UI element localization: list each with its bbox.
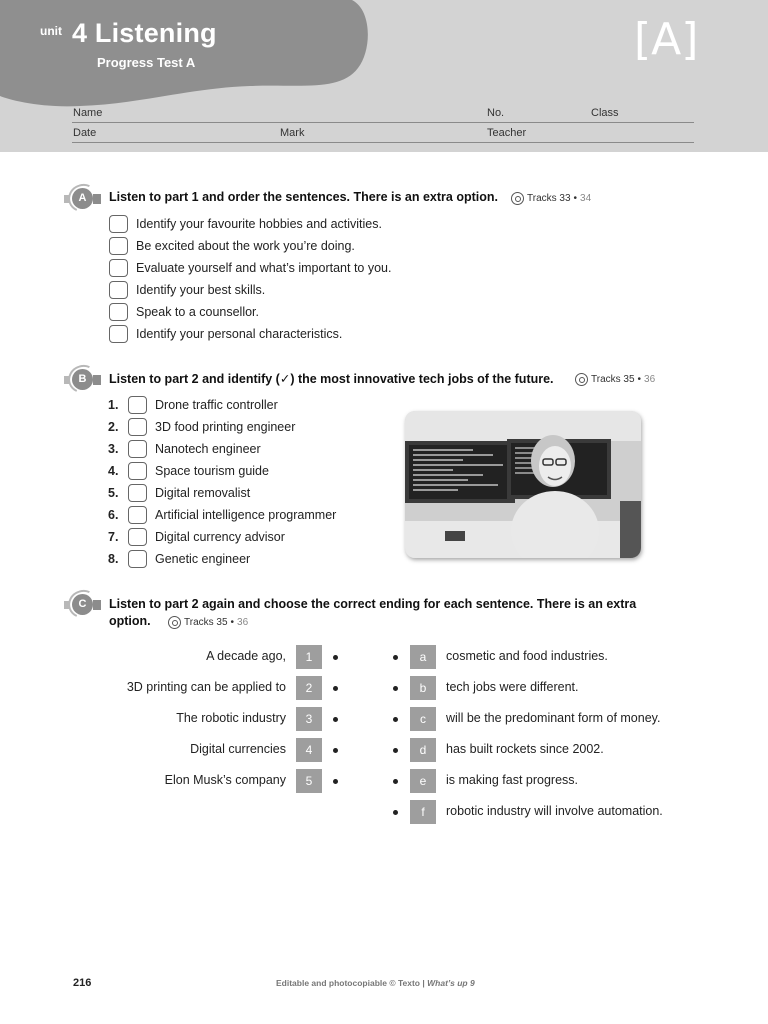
section-c-instruction: Listen to part 2 again and choose the correct ending for each sentence. There is an extra (109, 597, 637, 611)
match-dot[interactable] (393, 717, 398, 722)
sentence-ending: robotic industry will involve automation. (446, 804, 663, 818)
tick-box[interactable] (128, 484, 147, 502)
order-box[interactable] (109, 325, 128, 343)
job-item: 8. Genetic engineer (108, 552, 251, 566)
info-row-name (72, 103, 694, 123)
sentence-ending: will be the predominant form of money. (446, 711, 661, 725)
match-dot[interactable] (333, 748, 338, 753)
job-item: 5. Digital removalist (108, 486, 251, 500)
section-a-item: Evaluate yourself and what’s important to you. (109, 258, 391, 278)
section-a-item: Identify your personal characteristics. (109, 324, 342, 344)
unit-label: unit (40, 24, 62, 38)
sentence-stem: A decade ago, (206, 649, 286, 663)
book-title: What’s up 9 (427, 978, 475, 988)
mark-field-label: Mark (280, 127, 305, 139)
number-field-label: No. (487, 107, 505, 119)
sentence-ending: cosmetic and food industries. (446, 649, 608, 663)
section-a-badge: A (64, 184, 108, 212)
stem-number: 2 (296, 676, 322, 700)
header-band (0, 0, 768, 152)
sentence-ending: is making fast progress. (446, 773, 578, 787)
section-b-instruction: Listen to part 2 and identify (✓) the most innovative tech jobs of the future. (109, 372, 554, 386)
tick-box[interactable] (128, 462, 147, 480)
stem-number: 3 (296, 707, 322, 731)
job-item: 6. Artificial intelligence programmer (108, 508, 337, 522)
match-dot[interactable] (333, 655, 338, 660)
tick-box[interactable] (128, 440, 147, 458)
ending-letter: f (410, 800, 436, 824)
audio-cd-icon (511, 192, 524, 205)
section-b-badge: B (64, 365, 108, 393)
ending-letter: b (410, 676, 436, 700)
match-dot[interactable] (333, 717, 338, 722)
match-dot[interactable] (393, 686, 398, 691)
section-a-tracks: Tracks 33 • 34 (511, 192, 591, 205)
sentence-ending: has built rockets since 2002. (446, 742, 604, 756)
match-dot[interactable] (393, 655, 398, 660)
order-box[interactable] (109, 281, 128, 299)
ending-letter: a (410, 645, 436, 669)
section-c-instruction-cont: option. (109, 614, 151, 628)
job-item: 2. 3D food printing engineer (108, 420, 296, 434)
section-c-tracks: Tracks 35 • 36 (168, 616, 248, 629)
sentence-stem: Digital currencies (190, 742, 286, 756)
name-field-label: Name (73, 107, 103, 119)
tick-box[interactable] (128, 506, 147, 524)
section-a-item: Be excited about the work you’re doing. (109, 236, 355, 256)
section-a-item: Identify your favourite hobbies and activities. (109, 214, 382, 234)
stem-number: 1 (296, 645, 322, 669)
teacher-field-label: Teacher (487, 127, 527, 139)
job-item: 4. Space tourism guide (108, 464, 269, 478)
job-item: 7. Digital currency advisor (108, 530, 285, 544)
info-row-date (72, 123, 694, 143)
stem-number: 4 (296, 738, 322, 762)
sentence-stem: 3D printing can be applied to (126, 680, 286, 694)
match-dot[interactable] (333, 779, 338, 784)
audio-cd-icon (168, 616, 181, 629)
page-title: 4 Listening (72, 18, 217, 48)
sentence-ending: tech jobs were different. (446, 680, 579, 694)
order-box[interactable] (109, 237, 128, 255)
match-dot[interactable] (393, 810, 398, 815)
section-c-badge: C (64, 590, 108, 618)
ending-letter: e (410, 769, 436, 793)
order-box[interactable] (109, 303, 128, 321)
tick-box[interactable] (128, 418, 147, 436)
ending-letter: c (410, 707, 436, 731)
tick-box[interactable] (128, 528, 147, 546)
tick-box[interactable] (128, 550, 147, 568)
page-number: 216 (73, 977, 92, 989)
match-dot[interactable] (393, 748, 398, 753)
section-a-item: Identify your best skills. (109, 280, 265, 300)
job-item: 1. Drone traffic controller (108, 398, 278, 412)
match-dot[interactable] (333, 686, 338, 691)
class-field-label: Class (591, 107, 619, 119)
photo-woman-at-computer (405, 411, 641, 558)
section-a-instruction: Listen to part 1 and order the sentences. There is an extra option. (109, 190, 498, 204)
job-item: 3. Nanotech engineer (108, 442, 261, 456)
audio-cd-icon (575, 373, 588, 386)
section-a-item: Speak to a counsellor. (109, 302, 259, 322)
sentence-stem: Elon Musk’s company (164, 773, 286, 787)
stem-number: 5 (296, 769, 322, 793)
sentence-stem: The robotic industry (176, 711, 286, 725)
date-field-label: Date (73, 127, 97, 139)
page-subtitle: Progress Test A (97, 55, 196, 70)
copyright-notice: Editable and photocopiable © Texto | What’s up 9 (276, 978, 475, 988)
section-b-tracks: Tracks 35 • 36 (575, 373, 655, 386)
match-dot[interactable] (393, 779, 398, 784)
test-version: [A] (634, 14, 699, 65)
tick-box[interactable] (128, 396, 147, 414)
order-box[interactable] (109, 259, 128, 277)
ending-letter: d (410, 738, 436, 762)
order-box[interactable] (109, 215, 128, 233)
